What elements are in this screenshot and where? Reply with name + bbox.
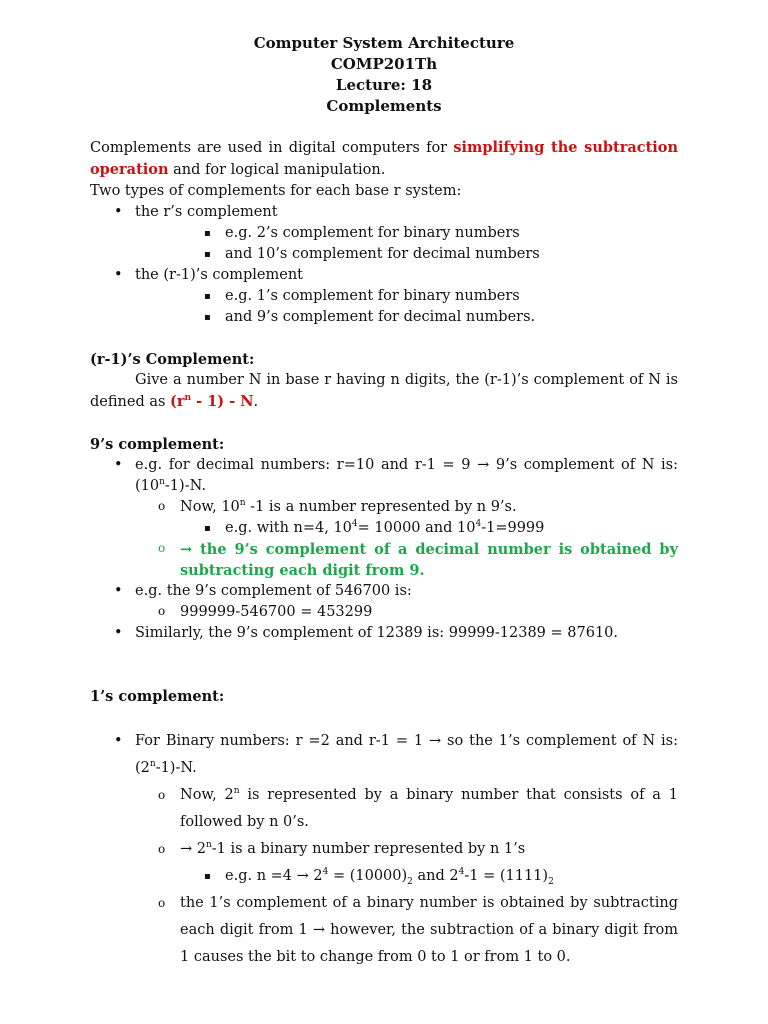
list-item: • e.g. the 9’s complement of 546700 is: xyxy=(90,581,678,602)
nines-list xyxy=(90,455,678,644)
list-item xyxy=(90,539,678,581)
list-item: ▪ and 10’s complement for decimal numbers xyxy=(90,244,678,265)
document-body xyxy=(90,137,678,971)
intro-paragraph: Complements are used in digital computers for simplifying the subtraction operation and for logical manipulation. xyxy=(90,139,678,178)
bullet-marker: • xyxy=(114,625,123,641)
square-marker: ▪ xyxy=(204,871,211,882)
list-item: • the r’s complement xyxy=(90,202,678,223)
ones-heading: 1’s complement: xyxy=(90,688,225,705)
list-item: o Now, 2$^n$ is represented by a binary number that consists of a 1 followed by n 0’s. xyxy=(90,782,678,836)
bullet-marker: • xyxy=(114,267,123,283)
highlight-subtraction: simplifying the subtraction operation xyxy=(90,139,678,178)
list-item: ▪ e.g. 1’s complement for binary numbers xyxy=(90,286,678,307)
nines-heading: 9’s complement: xyxy=(90,436,225,453)
list-item: • For Binary numbers: r =2 and r-1 = 1 → so the 1’s complement of N is: (2$^n$-1)-N. xyxy=(90,728,678,782)
square-marker: ▪ xyxy=(204,523,211,534)
lecture-topic: Complements xyxy=(326,97,442,115)
list-item: ▪ e.g. with n=4, $10^4= 10000$ and $10^4-1=9999$ xyxy=(90,518,678,539)
list-item: ▪ e.g. 2’s complement for binary numbers xyxy=(90,223,678,244)
bullet-marker: • xyxy=(114,457,123,473)
document-header xyxy=(0,33,768,117)
circle-marker: o xyxy=(158,541,166,555)
list-item: • the (r-1)’s complement xyxy=(90,265,678,286)
list-item: o Now, 10$^n$ -1 is a number represented by n 9’s. xyxy=(90,497,678,518)
circle-marker: o xyxy=(158,499,166,513)
list-item: • Similarly, the 9’s complement of 12389 is: 99999-12389 = 87610. xyxy=(90,623,678,644)
list-item: o the 1’s complement of a binary number is obtained by subtracting each digit from 1 → however, the subtraction of a binary digit from 1 causes the bit to change from 0 to 1 or from 1 to 0. xyxy=(90,890,678,971)
nines-rule: → the 9’s complement of a decimal number is obtained by subtracting each digit from 9. xyxy=(180,541,678,579)
circle-marker: o xyxy=(158,604,166,618)
square-marker: ▪ xyxy=(204,291,211,302)
square-marker: ▪ xyxy=(204,228,211,239)
bullet-marker: • xyxy=(114,204,123,220)
list-item: ▪ and 9’s complement for decimal numbers. xyxy=(90,307,678,328)
ones-list xyxy=(90,728,678,971)
square-marker: ▪ xyxy=(204,312,211,323)
square-marker: ▪ xyxy=(204,249,211,260)
list-item: o → $2^n-1$ is a binary number represented by n 1’s xyxy=(90,836,678,863)
list-item: o 999999-546700 = 453299 xyxy=(90,602,678,623)
types-intro: Two types of complements for each base r system: xyxy=(90,183,462,199)
circle-marker: o xyxy=(158,842,166,856)
bullet-marker: • xyxy=(114,733,123,749)
circle-marker: o xyxy=(158,788,166,802)
list-item: • e.g. for decimal numbers: r=10 and r-1 = 9 → 9’s complement of N is: (10$^n$-1)-N. xyxy=(114,457,678,494)
list-item: ▪ e.g. $n =4 \to 2^4 = (10000)_2$ and $2^4-1 = (1111)_2$ xyxy=(90,863,678,890)
course-title: Computer System Architecture xyxy=(253,34,515,52)
types-list xyxy=(90,202,678,328)
r1-formula: $(r^n - 1)$ - N xyxy=(170,393,254,410)
bullet-marker: • xyxy=(114,583,123,599)
lecture-number: Lecture: 18 xyxy=(335,76,433,94)
r1-definition: Give a number N in base r having n digits, the (r-1)’s complement of N is defined as $(r^n - 1)$ - N. xyxy=(90,372,678,410)
circle-marker: o xyxy=(158,896,166,910)
course-code: COMP201Th xyxy=(330,55,438,73)
r1-heading: (r-1)’s Complement: xyxy=(90,351,255,368)
